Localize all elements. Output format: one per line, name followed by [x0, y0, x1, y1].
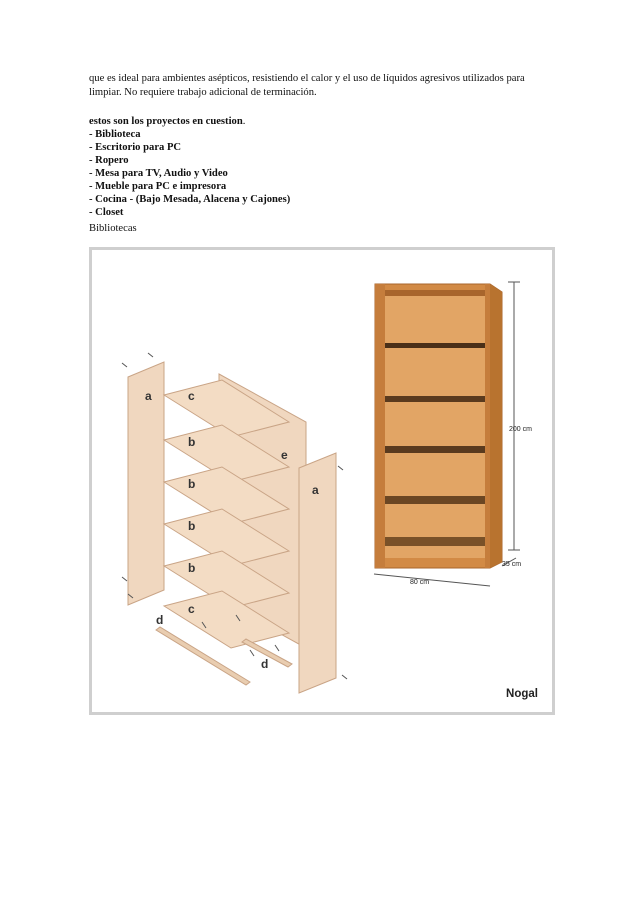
- part-label-a-left: a: [145, 389, 152, 403]
- bookcase-figure: [89, 247, 555, 715]
- section-heading: Bibliotecas: [89, 223, 137, 234]
- part-label-c-top: c: [188, 389, 195, 403]
- list-item: - Mueble para PC e impresora: [89, 181, 227, 192]
- list-item: - Mesa para TV, Audio y Video: [89, 168, 228, 179]
- list-item: - Closet: [89, 207, 124, 218]
- bookcase-illustration: [92, 250, 552, 712]
- part-label-d-back: d: [261, 657, 269, 671]
- projects-intro-bold: estos son los proyectos en cuestion: [89, 116, 243, 127]
- width-dimension-label: 80 cm: [410, 579, 430, 586]
- list-item: - Escritorio para PC: [89, 142, 182, 153]
- projects-intro: [89, 115, 559, 128]
- projects-list: [89, 115, 559, 219]
- part-label-b-1: b: [188, 435, 196, 449]
- list-item: - Ropero: [89, 155, 129, 166]
- list-item: - Cocina - (Bajo Mesada, Alacena y Cajones): [89, 194, 291, 205]
- brand-label: Nogal: [506, 688, 538, 700]
- depth-dimension-label: 35 cm: [502, 561, 522, 568]
- projects-intro-tail: .: [242, 116, 246, 127]
- part-label-b-4: b: [188, 561, 196, 575]
- part-label-b-2: b: [188, 477, 196, 491]
- intro-paragraph: que es ideal para ambientes asépticos, resistiendo el calor y el uso de líquidos agresivos utilizados para limpiar. No requiere trabajo adicional de terminación.: [89, 73, 525, 98]
- part-label-b-3: b: [188, 519, 196, 533]
- list-item: - Biblioteca: [89, 129, 141, 140]
- part-label-a-right: a: [312, 483, 319, 497]
- assembled-bookcase: [375, 284, 502, 568]
- part-label-d-front: d: [156, 613, 164, 627]
- part-label-c-bottom: c: [188, 602, 195, 616]
- height-dimension-label: 200 cm: [509, 426, 532, 433]
- part-label-e: e: [281, 448, 288, 462]
